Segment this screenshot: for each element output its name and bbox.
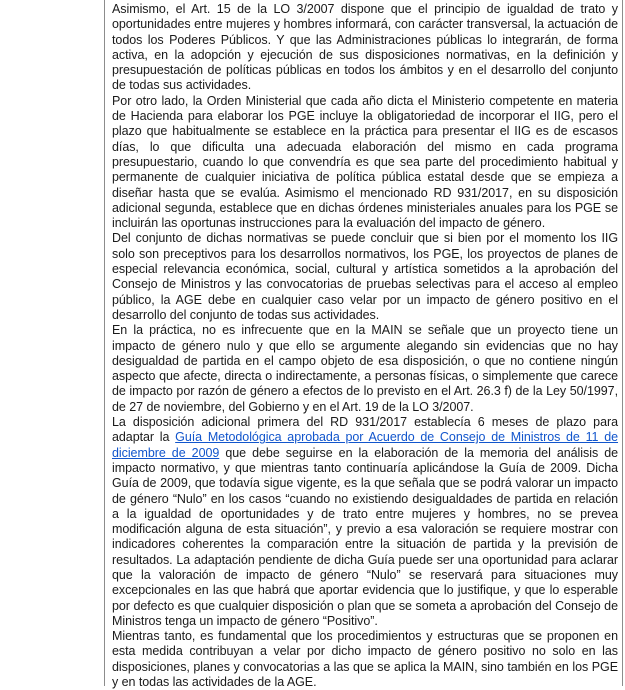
paragraph-practica-main: En la práctica, no es infrecuente que en la MAIN se señale que un proyecto tiene un impacto de género nulo y que ello se argumente alegando sin evidencias que no hay desigualdad de partida en el campo objeto de esa disposición, o que no contiene ningún aspecto que afecte, directa o indirectamente, a personas físicas, o simplemente que carece de impacto por razón de género a efectos de lo previsto en el Art. 26.3 f) de la Ley 50/1997, de 27 de noviembre, del Gobierno y en el Art. 19 de la LO 3/2007. [112, 323, 618, 414]
paragraph-art15: Asimismo, el Art. 15 de la LO 3/2007 dispone que el principio de igualdad de trato y oportunidades entre mujeres y hombres informará, con carácter transversal, la actuación de todos los Poderes Públicos. Y que las Administraciones públicas lo integrarán, de forma activa, en la adopción y ejecución de sus disposiciones normativas, en la definición y presupuestación de políticas públicas en todos los ámbitos y en el desarrollo del conjunto de todas sus actividades. [112, 2, 618, 93]
paragraph-conjunto-normativas: Del conjunto de dichas normativas se puede concluir que si bien por el momento los IIG solo son preceptivos para los desarrollos normativos, los PGE, los proyectos de planes de especial relevancia económica, social, cultural y artística sometidos a la aprobación del Consejo de Ministros y las convocatorias de pruebas selectivas para el acceso al empleo público, la AGE debe en cualquier caso velar por un impacto de género positivo en el desarrollo del conjunto de todas sus actividades. [112, 231, 618, 322]
paragraph-text-before-link: La disposición adicional primera del RD 931/2017 establecía 6 meses de plazo para adaptar la [112, 415, 618, 445]
guia-metodologica-link[interactable]: Guía Metodológica aprobada por Acuerdo de Consejo de Ministros de 11 de diciembre de 2009 [112, 430, 619, 460]
document-table-cell [104, 0, 623, 690]
paragraph-text-after-link: que debe seguirse en la elaboración de la memoria del análisis de impacto normativo, y que mientras tanto continuaría aplicándose la Guía de 2009. Dicha Guía de 2009, que todavía sigue vigente, es la que señala que se podrá valorar un impacto de género “Nulo” en los casos “cuando no existiendo desigualdades de partida en relación a la igualdad de oportunidades y de trato entre mujeres y hombres, no se prevea modificación alguna de esta situación”, y previo a esa valoración se requiere mostrar con indicadores coherentes la comparación entre la situación de partida y la previsión de resultados. La adaptación pendiente de dicha Guía puede ser una oportunidad para aclarar que la valoración de impacto de género “Nulo” se reservará para situaciones muy excepcionales en las que habrá que aportar evidencia que lo justifique, y que lo esperable por defecto es que cualquier disposición o plan que se someta a aprobación del Consejo de Ministros tenga un impacto de género “Positivo”. [112, 445, 619, 628]
paragraph-disposicion-adicional [112, 415, 618, 629]
paragraph-orden-ministerial: Por otro lado, la Orden Ministerial que cada año dicta el Ministerio competente en materia de Hacienda para elaborar los PGE incluye la obligatoriedad de incorporar el IIG, pero el plazo que habitualmente se establece en la práctica para presentar el IIG es de escasos días, lo que dificulta una adecuada elaboración del mismo en cada programa presupuestario, cuando lo que convendría es que sea parte del procedimiento habitual y permanente de cualquier iniciativa de política pública estatal desde que se empieza a diseñar hasta que se evalúa. Asimismo el mencionado RD 931/2017, en su disposición adicional segunda, establece que en dichas órdenes ministeriales anuales para los PGE se incluirán las oportunas instrucciones para la evaluación del impacto de género. [112, 93, 618, 231]
paragraph-mientras-tanto: Mientras tanto, es fundamental que los procedimientos y estructuras que se proponen en esta medida contribuyan a velar por dicho impacto de género positivo no solo en las disposiciones, planes y convocatorias a las que se aplica la MAIN, sino también en los PGE y en todas las actividades de la AGE. [112, 629, 618, 690]
